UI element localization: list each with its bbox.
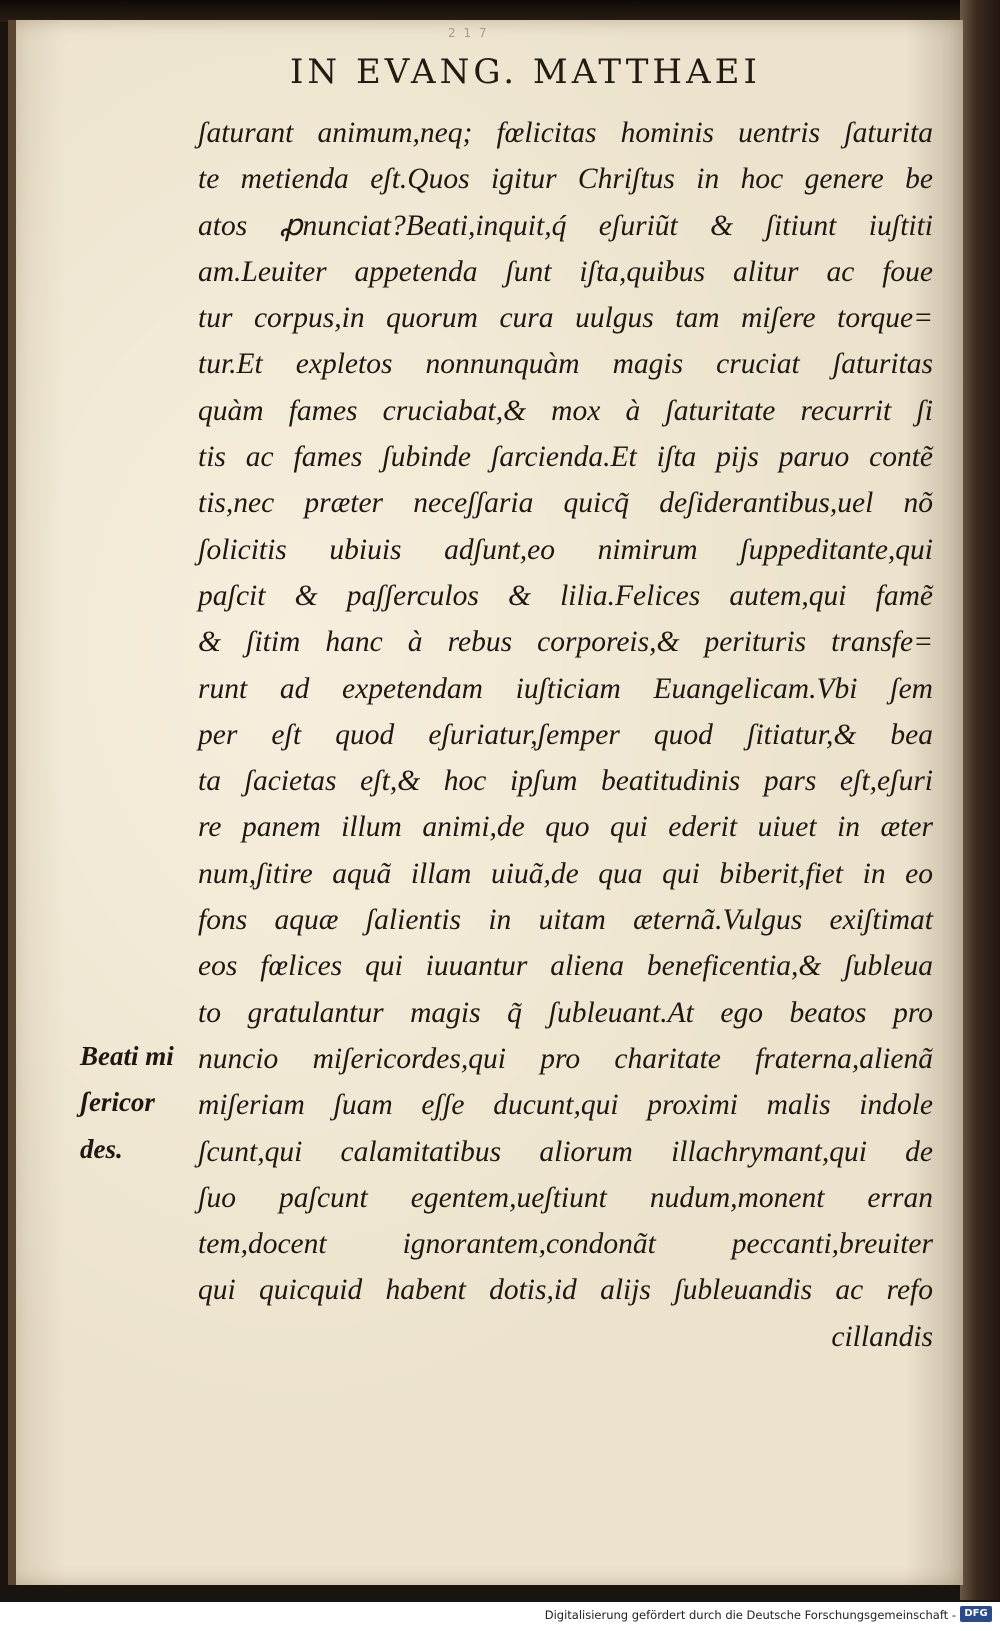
scan-top-border <box>0 0 1000 22</box>
text-line: cillandis <box>831 1320 933 1353</box>
text-line: re panem illum animi,de quo qui ederit uiuet in æter <box>198 811 933 844</box>
book-edge <box>960 0 1000 1600</box>
text-line: num,ʃitire aquã illam uiuã,de qua qui biberit,fiet in eo <box>198 857 933 890</box>
text-line: to gratulantur magis q̃ ʃubleuant.At ego beatos pro <box>198 996 933 1029</box>
text-line: ʃuo paʃcunt egentem,ueʃtiunt nudum,monent erran <box>198 1181 933 1214</box>
running-head: IN EVANG. MATTHAEI <box>290 52 761 92</box>
dfg-logo: DFG <box>960 1606 992 1622</box>
text-line: nuncio miʃericordes,qui pro charitate fraterna,alienã <box>198 1042 933 1075</box>
body-text <box>198 110 933 1360</box>
text-line: qui quicquid habent dotis,id alijs ʃubleuandis ac refo <box>198 1274 933 1307</box>
text-line: runt ad expetendam iuʃticiam Euangelicam.Vbi ʃem <box>198 672 933 705</box>
marginal-note-line: ʃericor <box>80 1087 155 1118</box>
text-line: ta ʃacietas eʃt,& hoc ipʃum beatitudinis pars eʃt,eʃuri <box>198 765 933 798</box>
text-line: & ʃitim hanc à rebus corporeis,& perituris transfe= <box>198 626 933 659</box>
marginal-note-line: des. <box>80 1133 123 1164</box>
text-line: atos ꝓnunciat?Beati,inquit,q́ eʃuriũt & ʃitiunt iuʃtiti <box>198 209 933 242</box>
text-line: tur corpus,in quorum cura uulgus tam miʃere torque= <box>198 302 933 335</box>
text-line: paʃcit & paʃʃerculos & lilia.Felices autem,qui famẽ <box>198 579 933 612</box>
text-line: ʃcunt,qui calamitatibus aliorum illachrymant,qui de <box>198 1135 933 1168</box>
text-line: ʃaturant animum,neq; fœlicitas hominis uentris ʃaturita <box>198 117 933 149</box>
text-line: tis ac fames ʃubinde ʃarcienda.Et iʃta pijs paruo contẽ <box>198 441 933 474</box>
text-line: eos fœlices qui iuuantur aliena beneficentia,& ʃubleua <box>198 950 933 983</box>
text-line: quàm fames cruciabat,& mox à ʃaturitate recurrit ʃi <box>198 394 933 427</box>
marginal-note <box>80 1033 200 1172</box>
text-line: tis,nec præter neceʃʃaria quicq̃ deʃiderantibus,uel nõ <box>198 487 933 520</box>
text-line: te metienda eʃt.Quos igitur Chriʃtus in hoc genere be <box>198 163 933 196</box>
text-line: ʃolicitis ubiuis adʃunt,eo nimirum ʃuppeditante,qui <box>198 533 933 566</box>
marginal-note-line: Beati mi <box>80 1041 174 1071</box>
text-line: tur.Et expletos nonnunquàm magis cruciat ʃaturitas <box>198 348 933 381</box>
folio-number: 2 1 7 <box>448 26 489 40</box>
text-line: miʃeriam ʃuam eʃʃe ducunt,qui proximi malis indole <box>198 1089 933 1122</box>
footer-credit: Digitalisierung gefördert durch die Deutsche Forschungsgemeinschaft - <box>544 1608 956 1622</box>
gutter-shadow <box>8 20 16 1585</box>
text-line: am.Leuiter appetenda ʃunt iʃta,quibus alitur ac foue <box>198 255 933 288</box>
text-line: fons aquæ ʃalientis in uitam æternã.Vulgus exiʃtimat <box>198 904 933 937</box>
text-line: per eʃt quod eʃuriatur,ʃemper quod ʃitiatur,& bea <box>198 718 933 751</box>
text-line: tem,docent ignorantem,condonãt peccanti,breuiter <box>198 1228 933 1261</box>
